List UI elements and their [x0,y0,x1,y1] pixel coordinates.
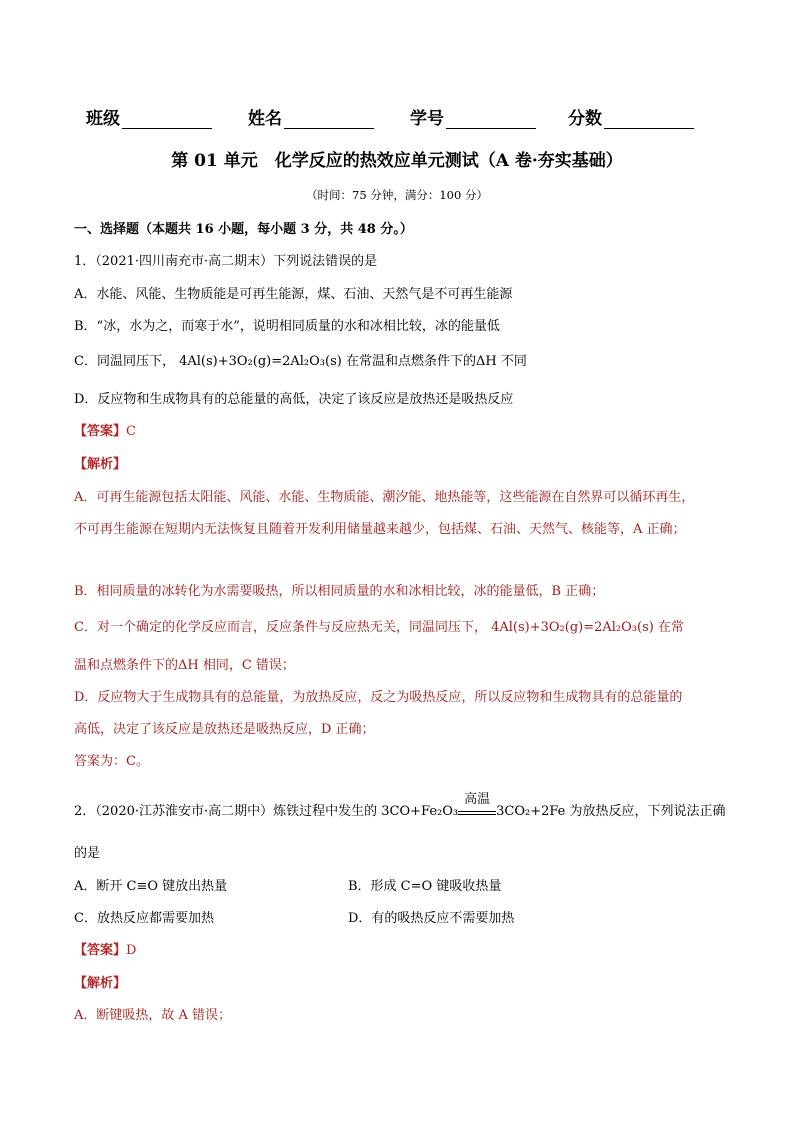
q1-option-c-prefix: C．同温同压下， [74,354,175,369]
name-label: 姓名 [248,109,282,129]
class-blank[interactable] [122,111,212,129]
q1-explanation-d-line1: D．反应物大于生成物具有的总能量，为放热反应，反之为吸热反应，所以反应物和生成物具有的总能量的 [74,690,683,705]
answer-value: D [126,943,137,958]
q2-stem-line2: 的是 [74,846,101,861]
q2-stem [74,792,726,819]
q1-answer [74,420,136,439]
q1-stem: 1．（2021·四川南充市·高二期末）下列说法错误的是 [74,254,378,269]
page-subtitle: （时间：75 分钟，满分：100 分） [306,188,488,202]
student-info-row [86,104,726,129]
q2-option-d[interactable]: D．有的吸热反应不需要加热 [348,911,515,926]
reaction-condition-arrow [458,792,496,815]
q1-explanation-a-line1: A．可再生能源包括太阳能、风能、水能、生物质能、潮汐能、地热能等，这些能源在自然界可以循环再生， [74,490,695,505]
q1-option-b[interactable]: B．“冰，水为之，而寒于水”，说明相同质量的水和冰相比较，冰的能量低 [74,319,500,334]
q2-stem-suffix: 3CO₂+2Fe 为放热反应，下列说法正确 [496,804,726,819]
section-heading: 一、选择题（本题共 16 小题，每小题 3 分，共 48 分。） [74,222,413,237]
student-id-blank[interactable] [446,111,536,129]
q1-option-c[interactable] [74,350,527,369]
q1-final-answer: 答案为：C。 [74,754,149,769]
score-field[interactable] [568,104,694,129]
q1-explanation-c-line2: 温和点燃条件下的ΔH 相同，C 错误； [74,658,295,673]
score-blank[interactable] [604,111,694,129]
name-field[interactable] [248,104,410,129]
q1-analysis-label: 【解析】 [74,457,127,472]
page-title: 第 01 单元 化学反应的热效应单元测试（A 卷·夯实基础） [171,151,623,171]
q1-exp-c-suffix: 在常 [657,620,684,635]
q2-option-b[interactable]: B．形成 C=O 键吸收热量 [348,879,502,894]
q2-explanation-a: A．断键吸热，故 A 错误； [74,1008,232,1023]
q1-explanation-c-line1 [74,616,684,635]
equals-sign-icon [458,811,496,815]
q1-exp-c-prefix: C．对一个确定的化学反应而言，反应条件与反应热无关，同温同压下， [74,620,487,635]
q1-exp-c-formula: 4Al(s)+3O₂(g)=2Al₂O₃(s) [491,620,654,635]
score-label: 分数 [568,109,602,129]
q2-answer [74,939,136,958]
student-id-field[interactable] [410,104,568,129]
name-blank[interactable] [284,111,374,129]
answer-label: 【答案】 [74,943,127,958]
q1-explanation-d-line2: 高低，决定了该反应是放热还是吸热反应，D 正确； [74,722,375,737]
answer-label: 【答案】 [74,424,127,439]
q2-option-a[interactable]: A．断开 C≡O 键放出热量 [74,879,228,894]
reaction-condition: 高温 [464,792,491,807]
q1-explanation-a-line2: 不可再生能源在短期内无法恢复且随着开发利用储量越来越少，包括煤、石油、天然气、核能等，A 正确； [74,522,686,537]
student-id-label: 学号 [410,109,444,129]
q2-analysis-label: 【解析】 [74,976,127,991]
q2-stem-prefix: 2．（2020·江苏淮安市·高二期中）炼铁过程中发生的 3CO+Fe₂O₃ [74,804,459,819]
q1-option-c-formula: 4Al(s)+3O₂(g)=2Al₂O₃(s) [179,354,342,369]
q1-option-c-suffix: 在常温和点燃条件下的ΔH 不同 [345,354,527,369]
q1-option-d[interactable]: D．反应物和生成物具有的总能量的高低，决定了该反应是放热还是吸热反应 [74,392,514,407]
q1-option-a[interactable]: A．水能、风能、生物质能是可再生能源，煤、石油、天然气是不可再生能源 [74,287,513,302]
q1-explanation-b: B．相同质量的冰转化为水需要吸热，所以相同质量的水和冰相比较，冰的能量低，B 正确； [74,584,605,599]
q2-option-c[interactable]: C．放热反应都需要加热 [74,911,214,926]
answer-value: C [126,424,136,439]
class-label: 班级 [86,109,120,129]
class-field[interactable] [86,104,248,129]
